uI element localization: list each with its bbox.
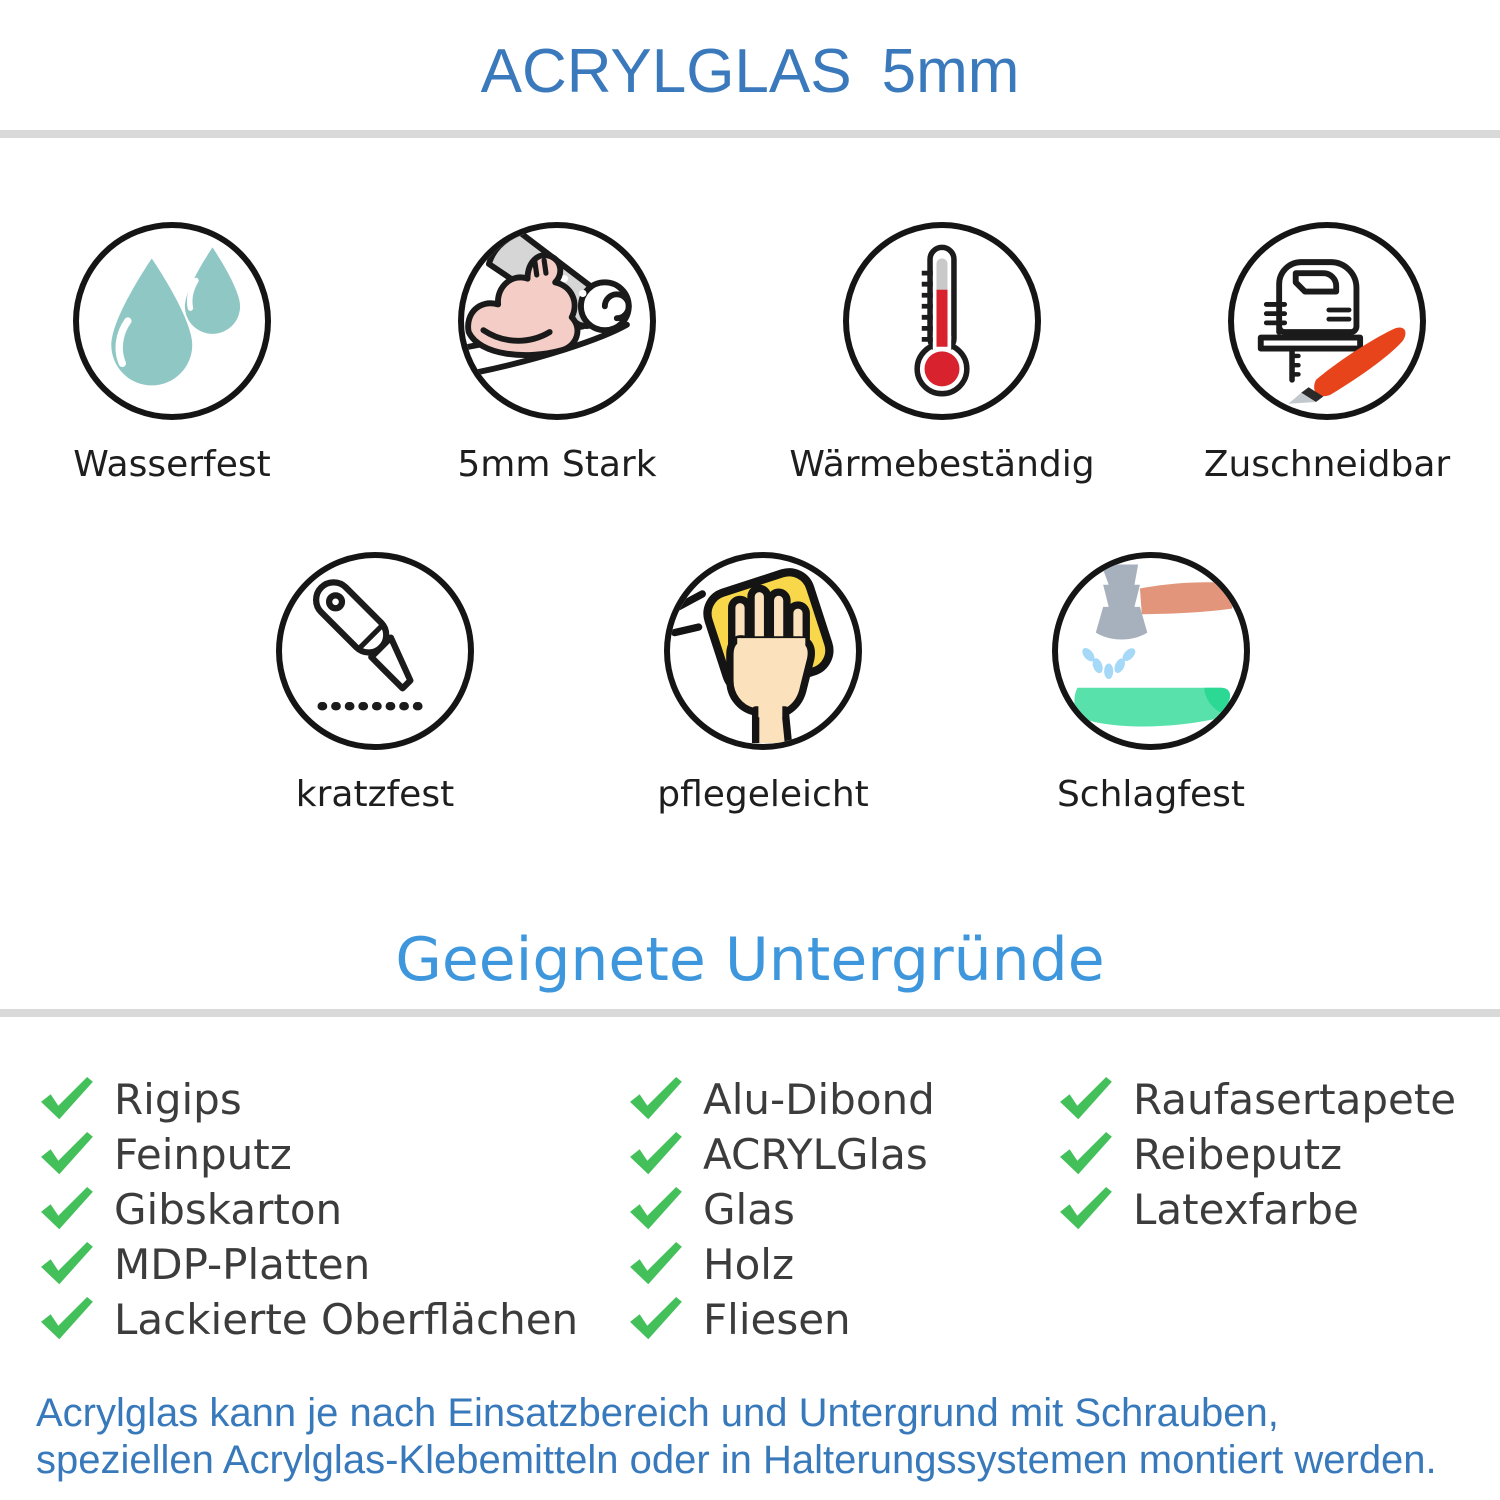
check-icon — [36, 1241, 96, 1289]
page-title — [0, 36, 1500, 107]
check-icon — [625, 1186, 685, 1234]
check-icon — [1055, 1186, 1115, 1234]
feature-label: Zuschneidbar — [1203, 444, 1451, 485]
feature-circle — [276, 552, 474, 750]
utility-knife-icon — [283, 559, 467, 743]
substrate-label: Alu-Dibond — [703, 1075, 935, 1124]
substrate-label: Fliesen — [703, 1295, 851, 1344]
feature-circle — [1052, 552, 1250, 750]
feature-label: pflegeleicht — [657, 774, 869, 815]
check-icon — [625, 1076, 685, 1124]
feature-cuttable — [1203, 222, 1451, 485]
check-icon — [625, 1131, 685, 1179]
substrate-item — [1055, 1127, 1456, 1182]
divider-middle — [0, 1009, 1500, 1017]
check-icon — [36, 1076, 96, 1124]
substrate-item — [625, 1292, 1055, 1347]
footer-note — [36, 1390, 1480, 1484]
divider-top — [0, 130, 1500, 138]
feature-label: kratzfest — [295, 774, 455, 815]
substrate-item — [625, 1237, 1055, 1292]
substrate-label: Rigips — [114, 1075, 242, 1124]
muscle-arm-icon — [465, 229, 649, 413]
substrates-list — [36, 1072, 1456, 1347]
substrate-item — [625, 1182, 1055, 1237]
substrate-label: Holz — [703, 1240, 794, 1289]
feature-circle — [664, 552, 862, 750]
thermometer-icon — [850, 229, 1034, 413]
jigsaw-knife-icon — [1235, 229, 1419, 413]
substrate-item — [36, 1292, 625, 1347]
feature-heat-resistant — [789, 222, 1095, 485]
feature-label: 5mm Stark — [457, 444, 657, 485]
feature-circle — [458, 222, 656, 420]
substrate-label: Reibeputz — [1133, 1130, 1343, 1179]
feature-circle — [1228, 222, 1426, 420]
substrate-label: Glas — [703, 1185, 795, 1234]
check-icon — [1055, 1131, 1115, 1179]
substrates-column-2 — [625, 1072, 1055, 1347]
substrate-item — [1055, 1182, 1456, 1237]
substrate-item — [1055, 1072, 1456, 1127]
water-drops-icon — [80, 229, 264, 413]
substrates-column-3 — [1055, 1072, 1456, 1347]
section-title-substrates: Geeignete Untergründe — [395, 925, 1105, 995]
substrate-label: Lackierte Oberflächen — [114, 1295, 579, 1344]
substrate-label: Raufasertapete — [1133, 1075, 1457, 1124]
check-icon — [1055, 1076, 1115, 1124]
substrate-label: MDP-Platten — [114, 1240, 371, 1289]
footer-line-2: speziellen Acrylglas-Klebemitteln oder in Halterungssystemen montiert werden. — [36, 1438, 1437, 1482]
substrate-label: Feinputz — [114, 1130, 292, 1179]
substrate-label: ACRYLGlas — [703, 1130, 928, 1179]
page-title-thickness: 5mm — [881, 37, 1020, 106]
substrate-item — [36, 1127, 625, 1182]
feature-easy-care — [643, 552, 883, 815]
footer-line-1: Acrylglas kann je nach Einsatzbereich und Untergrund mit Schrauben, — [36, 1391, 1279, 1435]
substrate-label: Gibskarton — [114, 1185, 343, 1234]
substrate-label: Latexfarbe — [1133, 1185, 1359, 1234]
check-icon — [625, 1296, 685, 1344]
feature-label: Schlagfest — [1056, 774, 1246, 815]
feature-circle — [73, 222, 271, 420]
feature-label: Wärmebeständig — [789, 444, 1095, 485]
feature-strength — [437, 222, 677, 485]
check-icon — [36, 1296, 96, 1344]
feature-row-2 — [255, 552, 1271, 815]
feature-waterproof — [52, 222, 292, 485]
check-icon — [625, 1241, 685, 1289]
substrate-item — [36, 1182, 625, 1237]
feature-circle — [843, 222, 1041, 420]
check-icon — [36, 1186, 96, 1234]
page-title-product: ACRYLGLAS — [480, 37, 852, 106]
substrate-item — [625, 1072, 1055, 1127]
feature-scratch-proof — [255, 552, 495, 815]
substrate-item — [625, 1127, 1055, 1182]
feature-impact-proof — [1031, 552, 1271, 815]
substrate-item — [36, 1237, 625, 1292]
substrates-column-1 — [36, 1072, 625, 1347]
hammer-icon — [1059, 559, 1243, 743]
feature-row-1 — [52, 222, 1451, 485]
check-icon — [36, 1131, 96, 1179]
feature-label: Wasserfest — [73, 444, 271, 485]
hand-cloth-icon — [671, 559, 855, 743]
substrate-item — [36, 1072, 625, 1127]
